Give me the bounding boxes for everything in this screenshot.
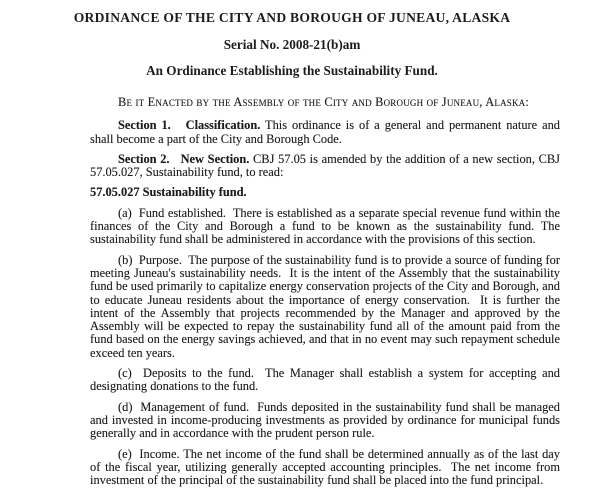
ordinance-body (0, 78, 600, 487)
text-segment: CBJ 57.05 is amended by the addition of a new section, CBJ 57.05.027, Sustainability fund, to read: (90, 151, 560, 180)
section-1-classification (90, 119, 560, 146)
section-2-new-section (90, 153, 560, 180)
text-segment: Section 2. New Section. (118, 151, 250, 166)
subsection-a-fund-established (90, 207, 560, 247)
subsection-d-management (90, 401, 560, 441)
subsection-c-deposits (90, 367, 560, 394)
text-segment: 57.05.027 Sustainability fund. (90, 185, 247, 200)
text-segment: (c) Deposits to the fund. The Manager shall establish a system for accepting and designating donations to the fund. (90, 366, 560, 394)
text-segment: This ordinance is of a general and permanent nature and shall become a part of the City and Borough Code. (90, 118, 560, 146)
subsection-e-income (90, 448, 560, 488)
text-segment: (b) Purpose. The purpose of the sustainability fund is to provide a source of funding for meeting Juneau's sustainability needs. It is the intent of the Assembly that the sustainability fund be used primarily to capitalize energy conservation projects of the City and Borough, and to educate Juneau residents about the importance of energy conservation. It is further the intent of the Assembly that projects recommended by the Manager and approved by the Assembly will be expected to repay the sustainability fund all of the amount paid from the fund based on the energy savings achieved, and that in no event may such repayment schedule exceed ten years. (90, 252, 560, 360)
code-section-heading (90, 186, 560, 199)
text-segment: (a) Fund established. There is established as a separate special revenue fund within the finances of the City and Borough a fund to be known as the sustainability fund. The sustainability fund shall be administered in accordance with the provisions of this section. (90, 205, 560, 247)
ordinance-subtitle: An Ordinance Establishing the Sustainability Fund. (146, 63, 438, 78)
text-segment: (d) Management of fund. Funds deposited in the sustainability fund shall be managed and invested in income-producing investments as provided by ordinance for municipal funds generally and in accordance with the prudent person rule. (90, 399, 560, 441)
text-segment: Section 1. Classification. (118, 118, 261, 133)
document-header (0, 0, 600, 78)
subsection-b-purpose (90, 254, 560, 360)
enacting-clause: Be it Enacted by the Assembly of the City and Borough of Juneau, Alaska: (118, 95, 530, 109)
text-segment: (e) Income. The net income of the fund shall be determined annually as of the last day of the fiscal year, utilizing generally accepted accounting principles. The net income from investment of the principal of the sustainability fund shall be placed into the fund principal. (90, 446, 560, 488)
document-title: ORDINANCE OF THE CITY AND BOROUGH OF JUNEAU, ALASKA (73, 10, 511, 25)
serial-number: Serial No. 2008-21(b)am (223, 37, 361, 52)
